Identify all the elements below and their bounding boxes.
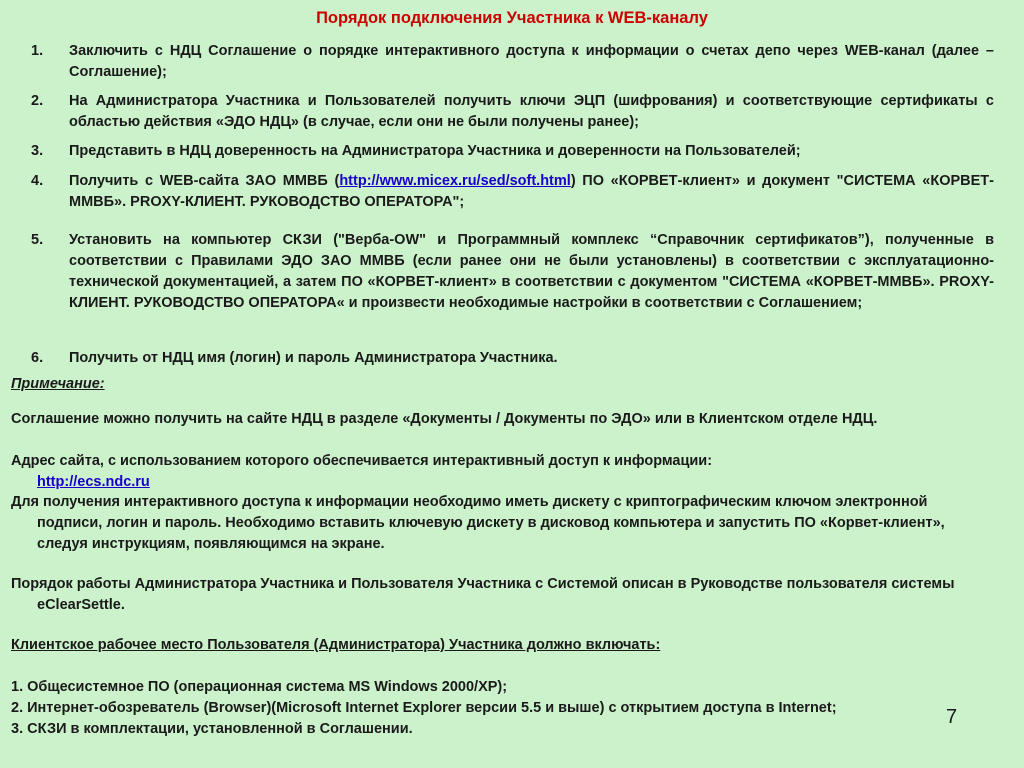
address-label: Адрес сайта, с использованием которого обеспечивается интерактивный доступ к информации: <box>11 453 713 469</box>
list-item <box>31 141 994 162</box>
step-text: На Администратора Участника и Пользователей получить ключи ЭЦП (шифрования) и соответствующие сертификаты с областью действия «ЭДО НДЦ» (в случае, если они не были получены ранее); <box>69 93 994 130</box>
list-item <box>31 230 994 314</box>
step-number: 5. <box>31 232 44 248</box>
list-item <box>31 41 994 83</box>
step-text: Получить от НДЦ имя (логин) и пароль Администратора Участника. <box>69 350 558 366</box>
list-item: 3. СКЗИ в комплектации, установленной в Соглашении. <box>11 721 413 737</box>
list-item <box>31 348 994 369</box>
step-text: Представить в НДЦ доверенность на Администратора Участника и доверенности на Пользователей; <box>69 143 801 159</box>
step-number: 2. <box>31 93 44 109</box>
list-item <box>31 91 994 133</box>
note-heading: Примечание: <box>11 376 105 392</box>
workplace-heading: Клиентское рабочее место Пользователя (Администратора) Участника должно включать: <box>11 637 661 653</box>
step-text: Заключить с НДЦ Соглашение о порядке интерактивного доступа к информации о счетах депо через WEB-канал (далее – Соглашение); <box>69 43 994 80</box>
step-text: Установить на компьютер СКЗИ ("Верба-OW" и Программный комплекс “Справочник сертификатов”), полученные в соответствии с Правилами ЭДО ЗАО ММВБ (если ранее они не были установлены) в соответствии с эксплуатационно-технической документацией, а затем ПО «КОРВЕТ-клиент» в соответствии с документом "СИСТЕМА «КОРВЕТ-ММВБ». PROXY-КЛИЕНТ. РУКОВОДСТВО ОПЕРАТОРА« и произвести необходимые настройки в соответствии с Соглашением; <box>69 232 994 311</box>
micex-link[interactable]: http://www.micex.ru/sed/soft.html <box>339 173 571 189</box>
note-agreement: Соглашение можно получить на сайте НДЦ в разделе «Документы / Документы по ЭДО» или в Клиентском отделе НДЦ. <box>11 411 878 427</box>
step-number: 6. <box>31 350 44 366</box>
step-number: 3. <box>31 143 44 159</box>
slide-title: Порядок подключения Участника к WEB-каналу <box>316 9 708 27</box>
list-item: 2. Интернет-обозреватель (Browser)(Microsoft Internet Explorer версии 5.5 и выше) с открытием доступа в Internet; <box>11 700 837 716</box>
list-item: 1. Общесистемное ПО (операционная система MS Windows 2000/XP); <box>11 679 508 695</box>
step-number: 4. <box>31 173 44 189</box>
step-number: 1. <box>31 43 44 59</box>
ecs-link[interactable]: http://ecs.ndc.ru <box>37 474 150 490</box>
page-number: 7 <box>946 706 958 728</box>
list-item <box>31 171 994 213</box>
requirements-list <box>11 677 942 740</box>
note-procedure: Порядок работы Администратора Участника и Пользователя Участника с Системой описан в Руководстве пользователя системы eClearSettle. <box>11 576 955 613</box>
note-address <box>11 451 957 493</box>
step-text-after: ) ПО «КОРВЕТ-клиент» и документ "СИСТЕМА «КОРВЕТ-ММВБ». PROXY-КЛИЕНТ. РУКОВОДСТВО ОПЕРАТОРА"; <box>69 173 994 210</box>
step-text: Получить с WEB-сайта ЗАО ММВБ ( <box>69 173 340 189</box>
note-diskette: Для получения интерактивного доступа к информации необходимо иметь дискету с криптографическим ключом электронной подписи, логин и пароль. Необходимо вставить ключевую дискету в дисковод компьютера и запустить ПО «Корвет-клиент», следуя инструкциям, появляющимся на экране. <box>11 494 945 552</box>
